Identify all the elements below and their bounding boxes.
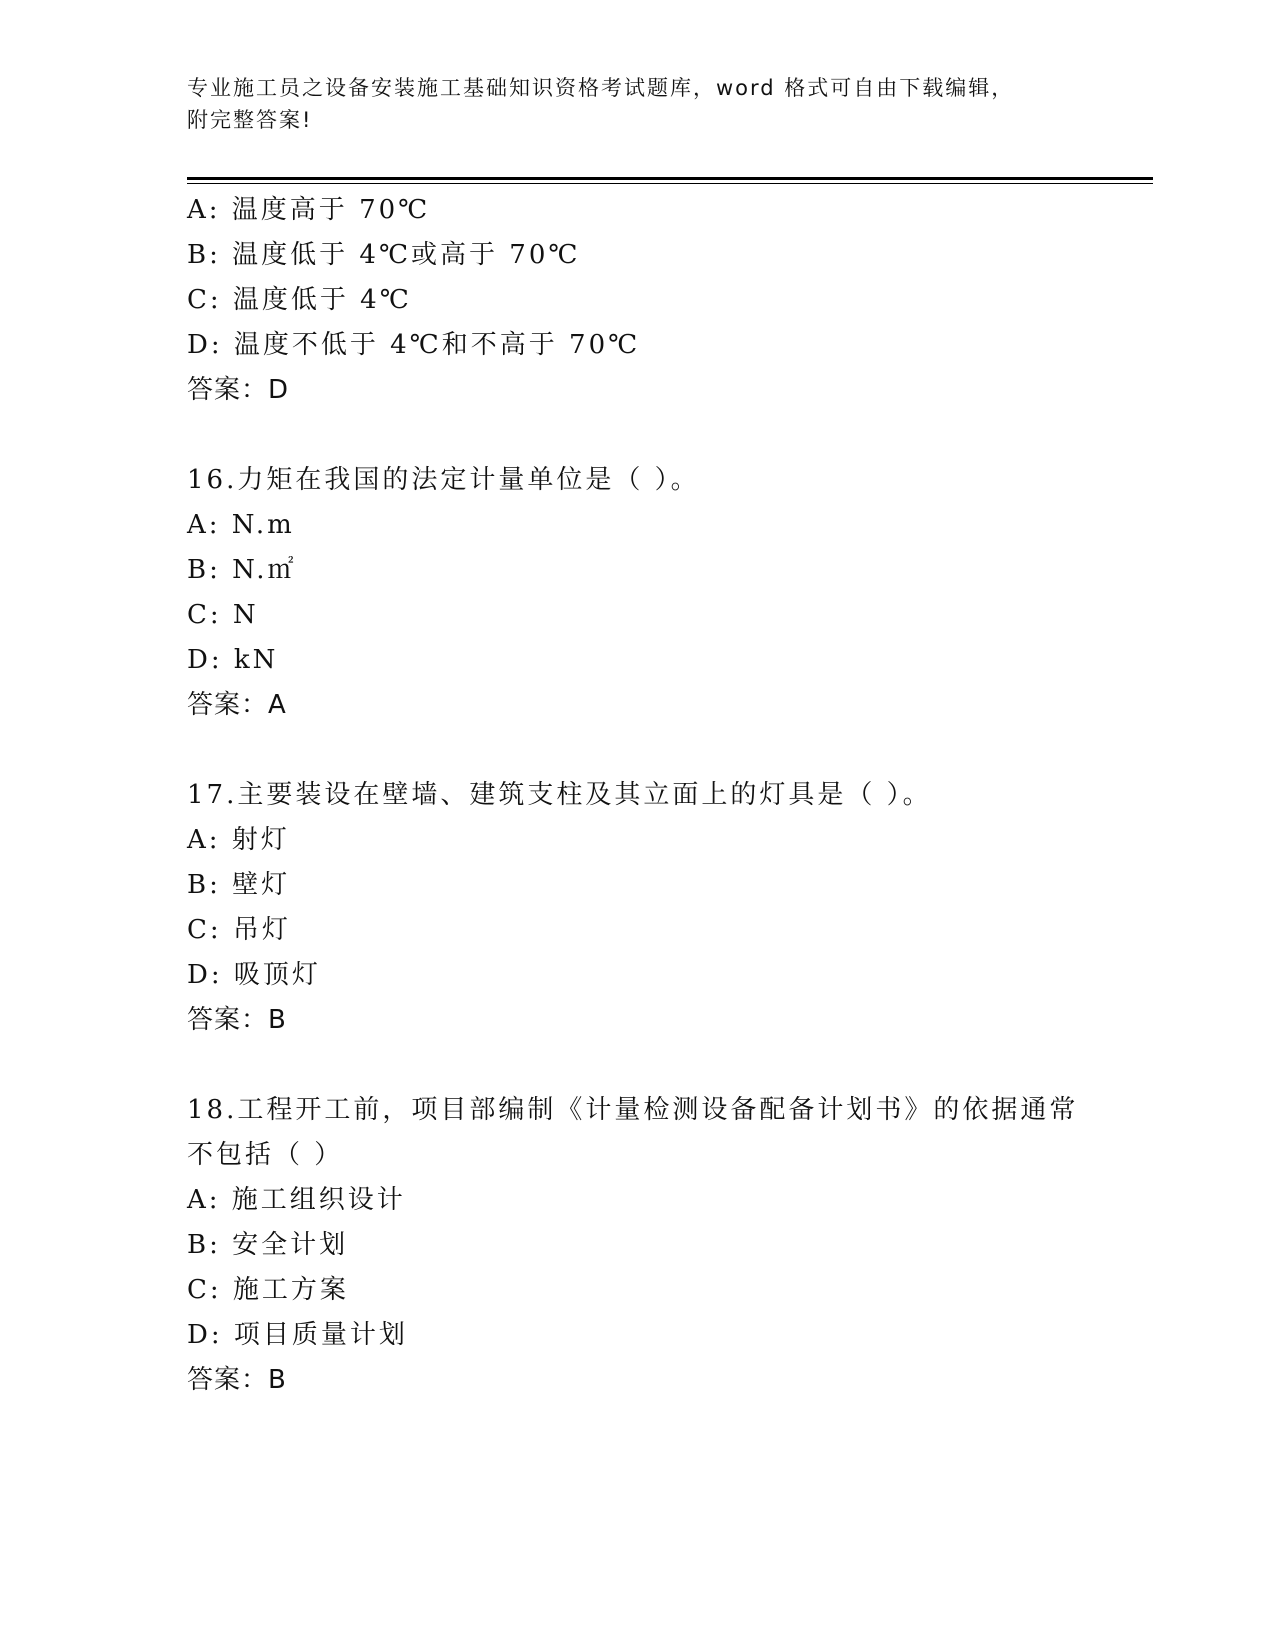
q15-option-a: A: 温度高于 70℃ xyxy=(187,195,431,225)
q15-option-b: B: 温度低于 4℃或高于 70℃ xyxy=(187,240,581,270)
q18-option-d: D: 项目质量计划 xyxy=(187,1320,408,1350)
q18-option-a: A: 施工组织设计 xyxy=(187,1185,406,1215)
q17-option-c: C: 吊灯 xyxy=(187,915,291,945)
q16-option-d: D: kN xyxy=(187,645,279,675)
q18-answer: 答案：B xyxy=(187,1365,287,1395)
q15-answer: 答案：D xyxy=(187,375,290,405)
q16-option-a: A: N.m xyxy=(187,510,295,540)
q18-option-c: C: 施工方案 xyxy=(187,1275,349,1305)
q17-option-d: D: 吸顶灯 xyxy=(187,960,321,990)
q18-option-b: B: 安全计划 xyxy=(187,1230,349,1260)
header-line-2: 附完整答案! xyxy=(187,108,313,132)
document-header xyxy=(187,72,1147,136)
q17-answer: 答案：B xyxy=(187,1005,287,1035)
q17-option-a: A: 射灯 xyxy=(187,825,290,855)
header-divider-thick xyxy=(187,177,1153,180)
header-line-1: 专业施工员之设备安装施工基础知识资格考试题库，word 格式可自由下载编辑， xyxy=(187,76,1015,100)
header-divider-thin xyxy=(187,183,1153,184)
q16-option-c: C: N xyxy=(187,600,259,630)
q16-answer: 答案：A xyxy=(187,690,287,720)
q17-question: 17.主要装设在壁墙、建筑支柱及其立面上的灯具是（ ）。 xyxy=(187,780,932,810)
q18-question-line-2: 不包括（ ） xyxy=(187,1140,344,1170)
q17-option-b: B: 壁灯 xyxy=(187,870,291,900)
q15-option-d: D: 温度不低于 4℃和不高于 70℃ xyxy=(187,330,641,360)
q15-option-c: C: 温度低于 4℃ xyxy=(187,285,412,315)
q16-option-b: B: N.㎡ xyxy=(187,555,297,585)
q16-question: 16.力矩在我国的法定计量单位是（ ）。 xyxy=(187,465,700,495)
q18-question-line-1: 18.工程开工前，项目部编制《计量检测设备配备计划书》的依据通常 xyxy=(187,1095,1079,1125)
